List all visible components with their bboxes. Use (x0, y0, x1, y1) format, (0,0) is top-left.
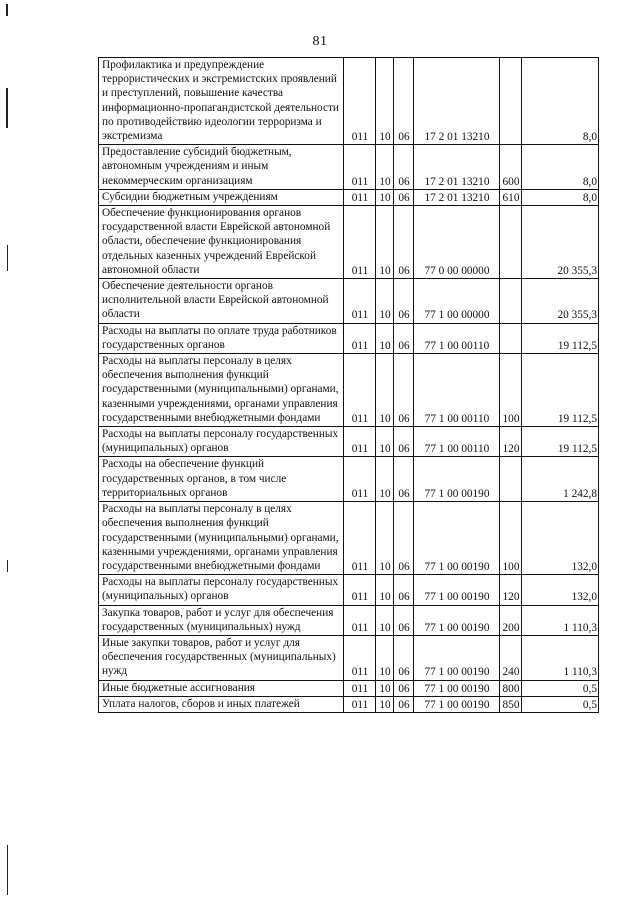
section-code: 10 (376, 427, 394, 457)
row-name: Расходы на выплаты персоналу государственных (муниципальных) органов (99, 575, 344, 605)
subsection-code: 06 (394, 354, 414, 427)
amount: 1 110,3 (522, 635, 599, 680)
amount: 20 355,3 (522, 279, 599, 324)
amount: 0,5 (522, 680, 599, 696)
row-name: Расходы на обеспечение функций государственных органов, в том числе территориальных органов (99, 457, 344, 502)
row-name: Обеспечение функционирования органов государственной власти Еврейской автономной области, обеспечение функционирования отдельных казенных учреждений Еврейской автономной области (99, 206, 344, 279)
target-article-code: 77 1 00 00190 (414, 635, 500, 680)
table-row (99, 145, 599, 190)
target-article-code: 17 2 01 13210 (414, 58, 500, 145)
table-row (99, 696, 599, 712)
table-row (99, 635, 599, 680)
expense-type-code: 600 (500, 145, 522, 190)
section-code: 10 (376, 279, 394, 324)
subsection-code: 06 (394, 680, 414, 696)
ministry-code: 011 (344, 206, 376, 279)
ministry-code: 011 (344, 427, 376, 457)
ministry-code: 011 (344, 279, 376, 324)
ministry-code: 011 (344, 680, 376, 696)
expense-type-code (500, 279, 522, 324)
scan-mark (7, 560, 8, 572)
table-row (99, 457, 599, 502)
row-name: Закупка товаров, работ и услуг для обеспечения государственных (муниципальных) нужд (99, 605, 344, 635)
section-code: 10 (376, 680, 394, 696)
table-row (99, 354, 599, 427)
row-name: Расходы на выплаты персоналу в целях обеспечения выполнения функций государственными (муниципальными) органами, казенными учреждениями, органами управления государственными внебюджетными фондами (99, 502, 344, 575)
row-name: Иные бюджетные ассигнования (99, 680, 344, 696)
target-article-code: 77 1 00 00190 (414, 680, 500, 696)
row-name: Обеспечение деятельности органов исполнительной власти Еврейской автономной области (99, 279, 344, 324)
section-code: 10 (376, 605, 394, 635)
amount: 20 355,3 (522, 206, 599, 279)
target-article-code: 17 2 01 13210 (414, 189, 500, 205)
scan-mark (6, 88, 8, 128)
amount: 8,0 (522, 189, 599, 205)
subsection-code: 06 (394, 279, 414, 324)
table-row (99, 323, 599, 353)
row-name: Профилактика и предупреждение террористических и экстремистских проявлений и преступлений, повышение качества информационно-пропагандистской деятельности по противодействию идеологии терроризма и экстремизма (99, 58, 344, 145)
target-article-code: 77 1 00 00110 (414, 427, 500, 457)
subsection-code: 06 (394, 575, 414, 605)
section-code: 10 (376, 145, 394, 190)
table-row (99, 502, 599, 575)
target-article-code: 77 1 00 00190 (414, 502, 500, 575)
amount: 8,0 (522, 145, 599, 190)
section-code: 10 (376, 575, 394, 605)
subsection-code: 06 (394, 145, 414, 190)
page-number: 81 (312, 34, 328, 49)
section-code: 10 (376, 58, 394, 145)
expense-type-code: 100 (500, 502, 522, 575)
budget-table (98, 57, 599, 713)
ministry-code: 011 (344, 575, 376, 605)
ministry-code: 011 (344, 145, 376, 190)
subsection-code: 06 (394, 206, 414, 279)
target-article-code: 77 1 00 00000 (414, 279, 500, 324)
table-row (99, 427, 599, 457)
table-row (99, 680, 599, 696)
scan-mark (7, 845, 8, 895)
expense-type-code (500, 206, 522, 279)
subsection-code: 06 (394, 696, 414, 712)
table-row (99, 206, 599, 279)
expense-type-code: 850 (500, 696, 522, 712)
target-article-code: 77 1 00 00110 (414, 354, 500, 427)
row-name: Предоставление субсидий бюджетным, автономным учреждениям и иным некоммерческим организациям (99, 145, 344, 190)
target-article-code: 77 1 00 00190 (414, 457, 500, 502)
subsection-code: 06 (394, 323, 414, 353)
expense-type-code: 240 (500, 635, 522, 680)
ministry-code: 011 (344, 354, 376, 427)
scan-mark (7, 245, 8, 271)
scan-mark (6, 4, 8, 16)
row-name: Расходы на выплаты по оплате труда работников государственных органов (99, 323, 344, 353)
target-article-code: 77 1 00 00190 (414, 605, 500, 635)
row-name: Субсидии бюджетным учреждениям (99, 189, 344, 205)
amount: 19 112,5 (522, 427, 599, 457)
subsection-code: 06 (394, 502, 414, 575)
amount: 8,0 (522, 58, 599, 145)
expense-type-code: 120 (500, 427, 522, 457)
ministry-code: 011 (344, 502, 376, 575)
table-row (99, 189, 599, 205)
table-row (99, 605, 599, 635)
row-name: Уплата налогов, сборов и иных платежей (99, 696, 344, 712)
section-code: 10 (376, 189, 394, 205)
target-article-code: 77 1 00 00110 (414, 323, 500, 353)
amount: 132,0 (522, 502, 599, 575)
expense-type-code: 100 (500, 354, 522, 427)
subsection-code: 06 (394, 58, 414, 145)
expense-type-code: 120 (500, 575, 522, 605)
ministry-code: 011 (344, 189, 376, 205)
section-code: 10 (376, 502, 394, 575)
row-name: Иные закупки товаров, работ и услуг для обеспечения государственных (муниципальных) нужд (99, 635, 344, 680)
ministry-code: 011 (344, 635, 376, 680)
target-article-code: 77 1 00 00190 (414, 575, 500, 605)
subsection-code: 06 (394, 635, 414, 680)
expense-type-code (500, 58, 522, 145)
amount: 1 242,8 (522, 457, 599, 502)
amount: 19 112,5 (522, 323, 599, 353)
table-row (99, 58, 599, 145)
subsection-code: 06 (394, 605, 414, 635)
section-code: 10 (376, 206, 394, 279)
table-row (99, 575, 599, 605)
target-article-code: 77 0 00 00000 (414, 206, 500, 279)
ministry-code: 011 (344, 323, 376, 353)
target-article-code: 17 2 01 13210 (414, 145, 500, 190)
amount: 19 112,5 (522, 354, 599, 427)
amount: 132,0 (522, 575, 599, 605)
section-code: 10 (376, 354, 394, 427)
subsection-code: 06 (394, 457, 414, 502)
row-name: Расходы на выплаты персоналу в целях обеспечения выполнения функций государственными (муниципальными) органами, казенными учреждениями, органами управления государственными внебюджетными фондами (99, 354, 344, 427)
row-name: Расходы на выплаты персоналу государственных (муниципальных) органов (99, 427, 344, 457)
table-row (99, 279, 599, 324)
ministry-code: 011 (344, 605, 376, 635)
expense-type-code (500, 457, 522, 502)
ministry-code: 011 (344, 58, 376, 145)
subsection-code: 06 (394, 427, 414, 457)
target-article-code: 77 1 00 00190 (414, 696, 500, 712)
expense-type-code (500, 323, 522, 353)
section-code: 10 (376, 323, 394, 353)
section-code: 10 (376, 696, 394, 712)
expense-type-code: 200 (500, 605, 522, 635)
amount: 0,5 (522, 696, 599, 712)
amount: 1 110,3 (522, 605, 599, 635)
subsection-code: 06 (394, 189, 414, 205)
expense-type-code: 800 (500, 680, 522, 696)
expense-type-code: 610 (500, 189, 522, 205)
section-code: 10 (376, 635, 394, 680)
ministry-code: 011 (344, 457, 376, 502)
section-code: 10 (376, 457, 394, 502)
ministry-code: 011 (344, 696, 376, 712)
